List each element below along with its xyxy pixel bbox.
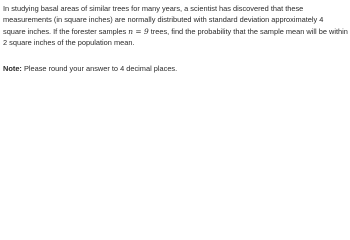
note-text: Please round your answer to 4 decimal places. (21, 63, 178, 73)
problem-text-part2: trees, find the probability that the sample mean will be within 2 square inches of the population mean. (3, 26, 348, 48)
note-label: Note: (3, 63, 22, 73)
question-panel (0, 0, 350, 85)
rounding-note (3, 63, 348, 74)
sample-size-math: n = 9 (128, 26, 149, 36)
problem-text-part1: In studying basal areas of similar trees for many years, a scientist has discovered that these measurements (in square inches) are normally distributed with standard deviation approximately 4 square inches. If the forester samples (3, 4, 324, 36)
problem-statement (3, 3, 348, 49)
